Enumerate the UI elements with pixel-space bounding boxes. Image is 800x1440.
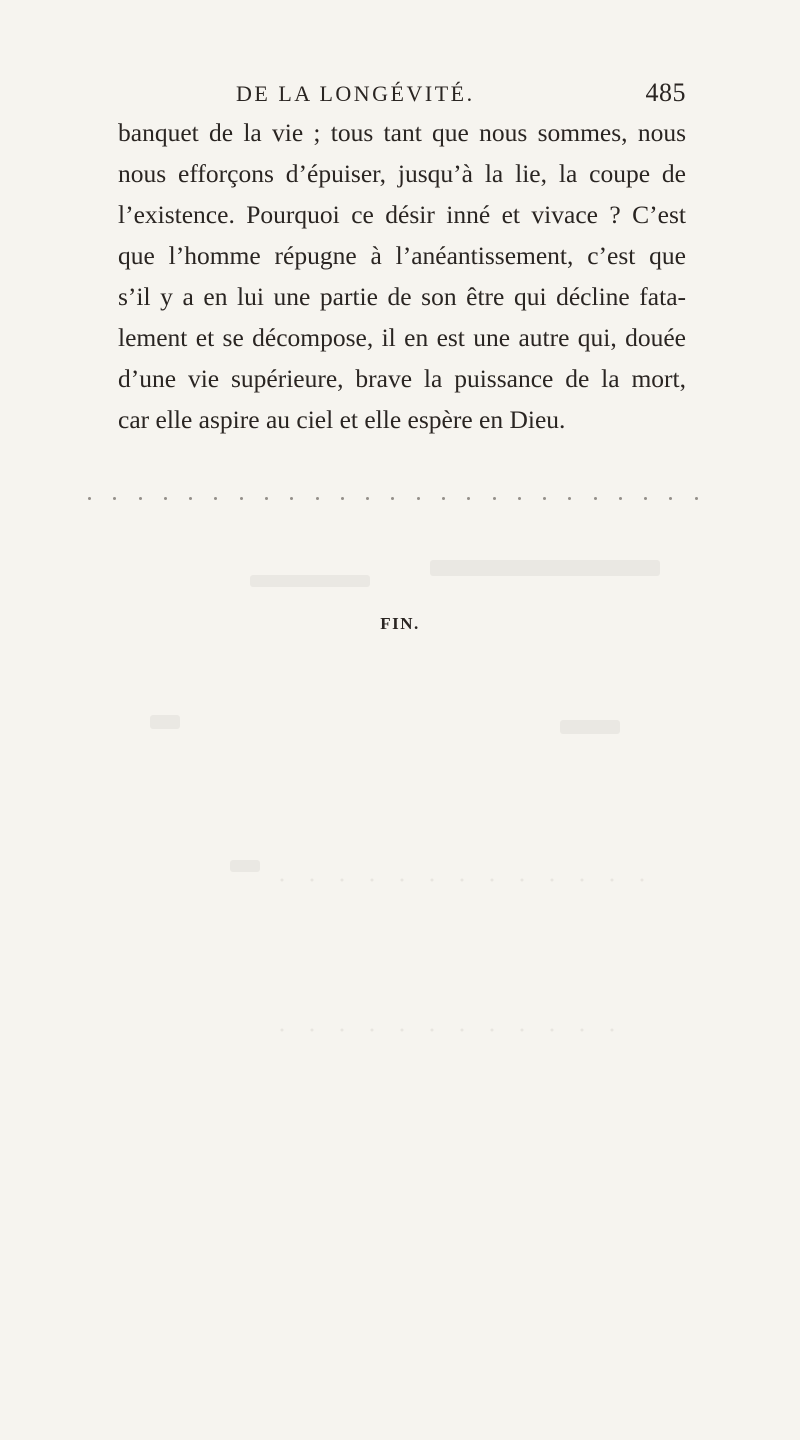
text-line: l’existence. Pourquoi ce désir inné et vivace ? C’est (118, 200, 686, 229)
separator-dot (391, 497, 394, 500)
dotted-separator (88, 493, 698, 503)
separator-dot (341, 497, 344, 500)
separator-dot (669, 497, 672, 500)
separator-dot (290, 497, 293, 500)
separator-dot (543, 497, 546, 500)
text-line: d’une vie supérieure, brave la puissance de la mort, (118, 364, 686, 393)
separator-dot (265, 497, 268, 500)
separator-dot (366, 497, 369, 500)
separator-dot (316, 497, 319, 500)
text-line: s’il y a en lui une partie de son être qui décline fata- (118, 282, 686, 311)
separator-dot (88, 497, 91, 500)
separator-dot (164, 497, 167, 500)
separator-dot (189, 497, 192, 500)
separator-dot (113, 497, 116, 500)
separator-dot (594, 497, 597, 500)
text-line: banquet de la vie ; tous tant que nous sommes, nous (118, 118, 686, 147)
separator-dot (240, 497, 243, 500)
separator-dot (568, 497, 571, 500)
separator-dot (139, 497, 142, 500)
separator-dot (214, 497, 217, 500)
running-head (236, 78, 686, 112)
text-line: nous efforçons d’épuiser, jusqu’à la lie, la coupe de (118, 159, 686, 188)
end-mark: FIN. (380, 614, 420, 633)
text-line: lement et se décompose, il en est une autre qui, douée (118, 323, 686, 352)
text-line: car elle aspire au ciel et elle espère en Dieu. (118, 405, 566, 434)
separator-dot (518, 497, 521, 500)
separator-dot (493, 497, 496, 500)
separator-dot (442, 497, 445, 500)
text-line: que l’homme répugne à l’anéantissement, c’est que (118, 241, 686, 270)
separator-dot (467, 497, 470, 500)
body-paragraph (118, 112, 686, 440)
separator-dot (619, 497, 622, 500)
separator-dot (695, 497, 698, 500)
page-number: 485 (645, 78, 686, 107)
separator-dot (417, 497, 420, 500)
separator-dot (644, 497, 647, 500)
running-title: DE LA LONGÉVITÉ. (236, 81, 475, 106)
